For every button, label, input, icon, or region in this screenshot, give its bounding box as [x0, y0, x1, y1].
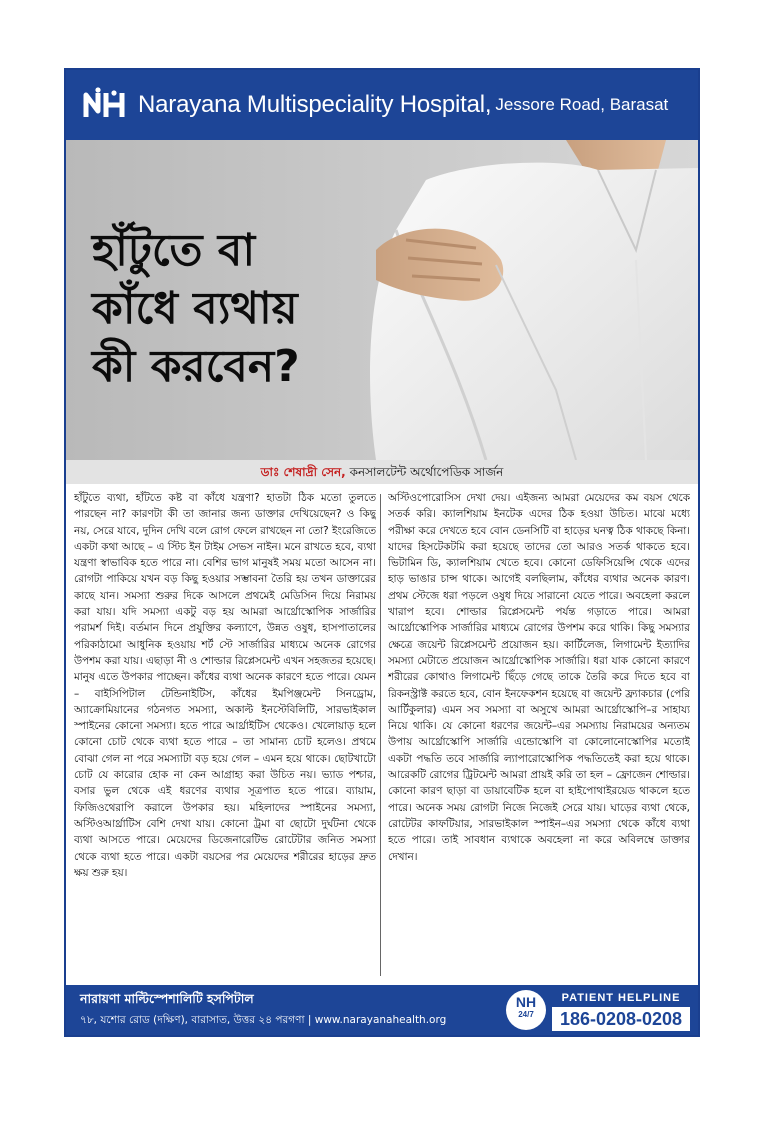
- headline-line: কাঁধে ব্যথায়: [92, 283, 298, 334]
- hospital-footer: [66, 985, 698, 1035]
- hospital-location: Jessore Road, Barasat: [495, 95, 669, 114]
- helpline-badge-icon: [506, 990, 546, 1030]
- nh-logo: [82, 87, 134, 123]
- hero-section: [66, 140, 698, 460]
- footer-hospital-name: নারায়ণা মাল্টিস্পেশালিটি হসপিটাল: [80, 991, 254, 1006]
- article-column-right: অস্টিওপোরোসিস দেখা দেয়। এইজন্য আমরা মেয়েদের কম বয়স থেকে সতর্ক করি। ক্যালশিয়াম ইনটেক এদের ঠিক হওয়া উচিত। মাঝে মধ্যে পরীক্ষা করে দেখতে হবে বোন ডেনসিটি বা হাড়ের ঘনত্ব ঠিক থাকছে কিনা। যাদের হিসটেকটমি করা হয়েছে তাদের তো আরও সতর্ক থাকতে হবে। ভিটামিন ডি, ক্যালশিয়াম খেতে হবে। কোনো ডেফিসিয়েন্সি থেকে এদের হাড় ভাঙার চান্স থাকে। আগেই বলছিলাম, কাঁধের ব্যথার অনেক কারণ। প্রথম স্টেজে ধরা পড়লে ওষুধ দিয়ে সারানো যেতে পারে। অবহেলা করলে খারাপ হবে। শোল্ডার রিপ্লেসমেন্ট পর্যন্ত গড়াতে পারে। আমরা আর্থ্রোস্কোপিক সার্জারির মাধ্যমে রোগের উপশম করে থাকি। কিছু সমস্যার ক্ষেত্রে জয়েন্ট রিপ্লেসমেন্ট প্রয়োজন হয়। কার্টিলেজ, লিগামেন্ট ইত্যাদির সমস্যা মেটাতে প্রয়োজন আর্থ্রোস্কোপিক সার্জারি। ধরা যাক কোনো কারণে শরীরের কোথাও লিগামেন্ট ছিঁড়ে গেছে তাকে তৈরি করে দিতে হবে বা রিকনস্ট্রাক্ট করতে হবে, বোন ইনফেকশন হয়েছে বা জয়েন্ট ফ্র্যাকচার (পেরি আর্টিকুলার) এমন সব সমস্যা বা অসুখে আমরা আর্থ্রোস্কোপি–র সাহায্য নিয়ে থাকি। যে কোনো ধরণের জয়েন্ট–এর সমস্যায় নিরাময়ের অন্যতম উপায় আর্থ্রোস্কোপি সার্জারি এন্ডোস্কোপি বা কোলোনোস্কোপির মতোই একটা পদ্ধতি তবে সার্জারি ল্যাপারোস্কোপিক পদ্ধতিতেই করা হয়ে থাকে। আরেকটি রোগের ট্রিটমেন্ট আমরা প্রায়ই করি তা হল – ফ্রোজেন শোল্ডার। কোনো কারণ ছাড়া বা ডায়াবেটিক হলে বা হাইপোথাইরয়েড থাকলে হতে পারে। অনেক সময় রোগটা নিজে নিজেই সেরে যায়। ঘাড়ের ব্যথা থেকে, রোটেটর কাফটিয়ার, সারভাইকাল স্পাইন–এর সমস্যা থেকে কাঁধে ব্যথা হতে পারে। তাই সাবধান ব্যথাকে অবহেলা না করে অবিলম্বে ডাক্তার দেখান।: [388, 492, 690, 863]
- author-byline: [66, 460, 698, 484]
- headline: [92, 222, 392, 396]
- hospital-name: Narayana Multispeciality Hospital,: [138, 91, 492, 118]
- footer-address: ৭৮, যশোর রোড (দক্ষিণ), বারাসাত, উত্তর ২৪ পরগণা | www.narayanahealth.org: [80, 1014, 447, 1026]
- doctor-designation: কনসালটেন্ট অর্থোপেডিক সার্জন: [349, 465, 504, 479]
- helpline-label: PATIENT HELPLINE: [561, 992, 681, 1004]
- column-divider: [380, 494, 381, 976]
- svg-text:NH: NH: [82, 87, 84, 88]
- helpline-icon-sub: 24/7: [518, 1010, 534, 1019]
- helpline-icon-text: NH: [515, 994, 537, 1010]
- helpline-number: 186-0208-0208: [552, 1007, 690, 1031]
- article-body: [66, 490, 698, 980]
- doctor-name: ডাঃ শেষাদ্রী সেন,: [260, 465, 346, 479]
- newspaper-advertorial: [64, 68, 700, 1037]
- headline-line: কী করবেন?: [92, 341, 300, 392]
- article-column-left: হাঁটুতে ব্যথা, হাঁটতে কষ্ট বা কাঁধে যন্ত্রণা? হাতটা ঠিক মতো তুলতে পারছেন না? কারণটা কী তা জানার জন্য ডাক্তার দেখিয়েছেন? ও কিছু নয়, সেরে যাবে, দুদিন দেখি বলে রোগ ফেলে রাখছেন না তো? ইংরেজিতে একটা কথা আছে – এ স্টিচ ইন টাইম সেভস নাইন। মনে রাখতে হবে, ব্যথা যন্ত্রণা স্বাভাবিক হতে পারে না। বেশির ভাগ মানুষই সময় মতো আসেন না। রোগটা পাকিয়ে যখন বড় কিছু হওয়ার সম্ভাবনা তৈরি হয় তখন ডাক্তারের কাছে যান। সমস্যা শুরুর দিকে আসলে প্রথমেই মেডিসিন দিয়ে নিরাময় করা যায়। যদি সমস্যা একটু বড় হয় আমরা আর্থ্রোস্কোপিক সার্জারির পরামর্শ দিই। বর্তমান দিনে প্রযুক্তির কল্যাণে, উন্নত ওষুধ, হাসপাতালের পরিকাঠামো আধুনিক হওয়ায় শর্ট স্টে সার্জারির মাধ্যমে অনেক রোগের উপশম করা যায়। এছাড়া নী ও শোল্ডার রিপ্লেসমেন্ট এখন সহজতর হয়েছে। মানুষ এতে উপকার পাচ্ছেন। কাঁধের ব্যথা অনেক কারণে হতে পারে। যেমন – বাইসিপিটাল টেন্ডিনাইটিস, কাঁধের ইমপিঞ্জমেন্ট সিনড্রোম, অ্যাক্রোমিয়ানের গঠনগত সমস্যা, অকাল্ট ইনস্টেবিলিটি, সারভাইকাল স্পাইনের কোনো সমস্যা। হতে পারে আর্থ্রাইটিস থেকেও। খেলোয়াড় হলে কোনো চোট থেকে ব্যথা হতে পারে – তা সামান্য চোট হলেও। প্রথমে বোঝা গেল না পরে সমস্যাটা বড় হয়ে গেল – এমন হয়ে থাকে। ছোটখাটো চোট যে কারোর হোক না কেন আগ্রাহ্য করা উচিত নয়। ভ্যাড পশ্চার, বসার ভুল থেকে এই ধরণের ব্যথার সূত্রপাত হতে পারে। ব্যায়াম, ফিজিওথেরাপি করালে উপকার হয়। মহিলাদের স্পাইনের সমস্যা, অস্টিওআর্থ্রাটিস বেশি দেখা যায়। কোনো ট্রমা বা ছোটো দুর্ঘটনা থেকে ব্যথা আসতে পারে। মেয়েদের ডিজেনারেটিভ রোটেটার জনিত সমস্যা থেকে ব্যথা হতে পারে। একটা বয়সের পর মেয়েদের শরীরের হাড়ের দ্রুত ক্ষয় শুরু হয়।: [74, 492, 376, 879]
- headline-line: হাঁটুতে বা: [92, 225, 256, 276]
- hospital-header: [66, 70, 698, 140]
